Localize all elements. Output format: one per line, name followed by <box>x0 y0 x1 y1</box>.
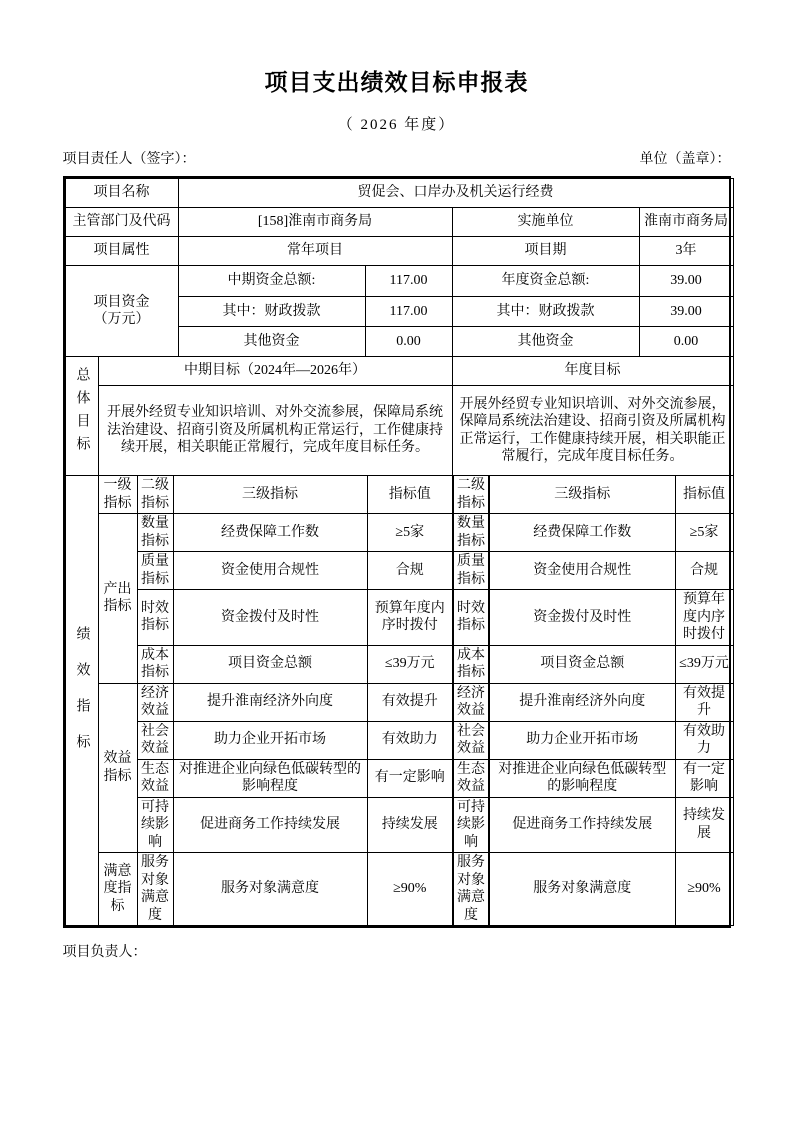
unit-seal-label: 单位（盖章）： <box>639 152 731 167</box>
l3-cell: 项目资金总额 <box>173 645 367 683</box>
declaration-table <box>63 176 731 928</box>
l3-cell-right: 对推进企业向绿色低碳转型的影响程度 <box>489 759 675 797</box>
year-fiscal-value: 39.00 <box>639 297 733 327</box>
dept-row <box>65 208 733 237</box>
l3-cell: 提升淮南经济外向度 <box>173 683 367 721</box>
l2-cell-right: 经济效益 <box>453 683 489 721</box>
value-cell-right: 持续发展 <box>675 797 733 853</box>
funding-side-label <box>65 266 178 357</box>
project-attr-value: 常年项目 <box>178 237 452 266</box>
l2-cell: 经济效益 <box>137 683 173 721</box>
mid-other-value: 0.00 <box>365 327 452 357</box>
l2-cell: 可持续影响 <box>137 797 173 853</box>
goal-header-row <box>65 357 733 386</box>
value-cell-right: 有一定影响 <box>675 759 733 797</box>
project-period-label: 项目期 <box>452 237 639 266</box>
project-attr-label: 项目属性 <box>65 237 178 266</box>
year-fiscal-label: 其中：财政拨款 <box>452 297 639 327</box>
group-output-label: 产出指标 <box>98 514 137 684</box>
mid-fiscal-value: 117.00 <box>365 297 452 327</box>
year-total-label: 年度资金总额: <box>452 266 639 297</box>
signature-row <box>63 148 731 168</box>
indicator-row-quantity <box>65 514 733 552</box>
l2-cell-right: 数量指标 <box>453 514 489 552</box>
l3-cell: 资金拨付及时性 <box>173 590 367 646</box>
header-l2-right: 二级指标 <box>453 476 489 514</box>
basic-info-table <box>65 178 734 266</box>
header-value-left: 指标值 <box>367 476 453 514</box>
mid-other-label: 其他资金 <box>178 327 365 357</box>
l3-cell: 对推进企业向绿色低碳转型的影响程度 <box>173 759 367 797</box>
year-goal-header: 年度目标 <box>452 357 733 386</box>
value-cell: 预算年度内序时拨付 <box>367 590 453 646</box>
impl-unit-value: 淮南市商务局 <box>639 208 733 237</box>
l2-cell: 生态效益 <box>137 759 173 797</box>
header-l3-left: 三级指标 <box>173 476 367 514</box>
indicator-row-quality <box>65 552 733 590</box>
value-cell: 有效助力 <box>367 721 453 759</box>
value-cell-right: 有效助力 <box>675 721 733 759</box>
header-l2-left: 二级指标 <box>137 476 173 514</box>
indicator-row-timeliness <box>65 590 733 646</box>
l2-cell: 成本指标 <box>137 645 173 683</box>
dept-code-value: [158]淮南市商务局 <box>178 208 452 237</box>
group-satisfaction-label: 满意度指标 <box>98 853 137 926</box>
mid-total-value: 117.00 <box>365 266 452 297</box>
value-cell: 持续发展 <box>367 797 453 853</box>
mid-fiscal-label: 其中：财政拨款 <box>178 297 365 327</box>
l2-cell: 服务对象满意度 <box>137 853 173 926</box>
value-cell-right: 有效提升 <box>675 683 733 721</box>
perf-indicator-side-label <box>65 476 98 926</box>
indicator-row-economic <box>65 683 733 721</box>
year-goal-text: 开展外经贸专业知识培训、对外交流参展，保障局系统法治建设、招商引资及所属机构正常运行，工作健康持续开展，相关职能正常履行，完成年度目标任务。 <box>452 386 733 476</box>
l3-cell-right: 服务对象满意度 <box>489 853 675 926</box>
indicator-row-cost <box>65 645 733 683</box>
attr-row <box>65 237 733 266</box>
value-cell: ≥90% <box>367 853 453 926</box>
funding-label-line2: （万元） <box>93 312 150 327</box>
indicator-row-social <box>65 721 733 759</box>
value-cell: 有一定影响 <box>367 759 453 797</box>
l3-cell-right: 促进商务工作持续发展 <box>489 797 675 853</box>
funding-row-total <box>65 266 733 297</box>
l2-cell-right: 可持续影响 <box>453 797 489 853</box>
overall-goal-table <box>65 356 734 476</box>
l2-cell-right: 质量指标 <box>453 552 489 590</box>
year-other-label: 其他资金 <box>452 327 639 357</box>
indicator-row-sustainable <box>65 797 733 853</box>
value-cell-right: 预算年度内序时拨付 <box>675 590 733 646</box>
indicator-row-ecological <box>65 759 733 797</box>
mid-goal-text: 开展外经贸专业知识培训、对外交流参展，保障局系统法治建设、招商引资及所属机构正常运行，工作健康持续开展，相关职能正常履行，完成年度目标任务。 <box>98 386 452 476</box>
l2-cell: 时效指标 <box>137 590 173 646</box>
value-cell-right: 合规 <box>675 552 733 590</box>
l3-cell-right: 资金使用合规性 <box>489 552 675 590</box>
project-name-label: 项目名称 <box>65 179 178 208</box>
header-value-right: 指标值 <box>675 476 733 514</box>
goal-content-row <box>65 386 733 476</box>
l3-cell: 助力企业开拓市场 <box>173 721 367 759</box>
responsible-sign-label: 项目责任人（签字）： <box>62 152 196 167</box>
funding-table <box>65 265 734 357</box>
overall-goal-vertical-text: 总体目标 <box>74 367 90 460</box>
perf-indicator-vertical-text: 绩效指标 <box>74 625 90 770</box>
l2-cell-right: 服务对象满意度 <box>453 853 489 926</box>
header-l3-right: 三级指标 <box>489 476 675 514</box>
impl-unit-label: 实施单位 <box>452 208 639 237</box>
l3-cell: 促进商务工作持续发展 <box>173 797 367 853</box>
project-period-value: 3年 <box>639 237 733 266</box>
l3-cell-right: 助力企业开拓市场 <box>489 721 675 759</box>
indicator-header-row <box>65 476 733 514</box>
dept-code-label: 主管部门及代码 <box>65 208 178 237</box>
l3-cell-right: 资金拨付及时性 <box>489 590 675 646</box>
project-leader-label: 项目负责人： <box>62 945 147 960</box>
year-total-value: 39.00 <box>639 266 733 297</box>
funding-label-line1: 项目资金 <box>93 294 150 310</box>
value-cell: ≥5家 <box>367 514 453 552</box>
page-title: 项目支出绩效目标申报表 <box>264 69 529 95</box>
value-cell: ≤39万元 <box>367 645 453 683</box>
group-benefit-label: 效益指标 <box>98 683 137 853</box>
project-name-row <box>65 179 733 208</box>
l2-cell: 质量指标 <box>137 552 173 590</box>
l2-cell-right: 时效指标 <box>453 590 489 646</box>
header-l1: 一级指标 <box>98 476 137 514</box>
value-cell-right: ≥90% <box>675 853 733 926</box>
value-cell: 合规 <box>367 552 453 590</box>
project-name-value: 贸促会、口岸办及机关运行经费 <box>178 179 733 208</box>
l3-cell: 经费保障工作数 <box>173 514 367 552</box>
l3-cell-right: 经费保障工作数 <box>489 514 675 552</box>
l2-cell: 社会效益 <box>137 721 173 759</box>
overall-goal-side-label <box>65 357 98 476</box>
l2-cell-right: 生态效益 <box>453 759 489 797</box>
indicators-table <box>65 475 734 926</box>
mid-goal-header: 中期目标（2024年—2026年） <box>98 357 452 386</box>
value-cell: 有效提升 <box>367 683 453 721</box>
value-cell-right: ≤39万元 <box>675 645 733 683</box>
mid-total-label: 中期资金总额: <box>178 266 365 297</box>
l2-cell-right: 成本指标 <box>453 645 489 683</box>
l3-cell: 资金使用合规性 <box>173 552 367 590</box>
value-cell-right: ≥5家 <box>675 514 733 552</box>
l3-cell-right: 项目资金总额 <box>489 645 675 683</box>
l3-cell: 服务对象满意度 <box>173 853 367 926</box>
l3-cell-right: 提升淮南经济外向度 <box>489 683 675 721</box>
indicator-row-satisfaction <box>65 853 733 926</box>
l2-cell-right: 社会效益 <box>453 721 489 759</box>
year-other-value: 0.00 <box>639 327 733 357</box>
l2-cell: 数量指标 <box>137 514 173 552</box>
page-subtitle-year: （ 2026 年度） <box>337 117 456 133</box>
